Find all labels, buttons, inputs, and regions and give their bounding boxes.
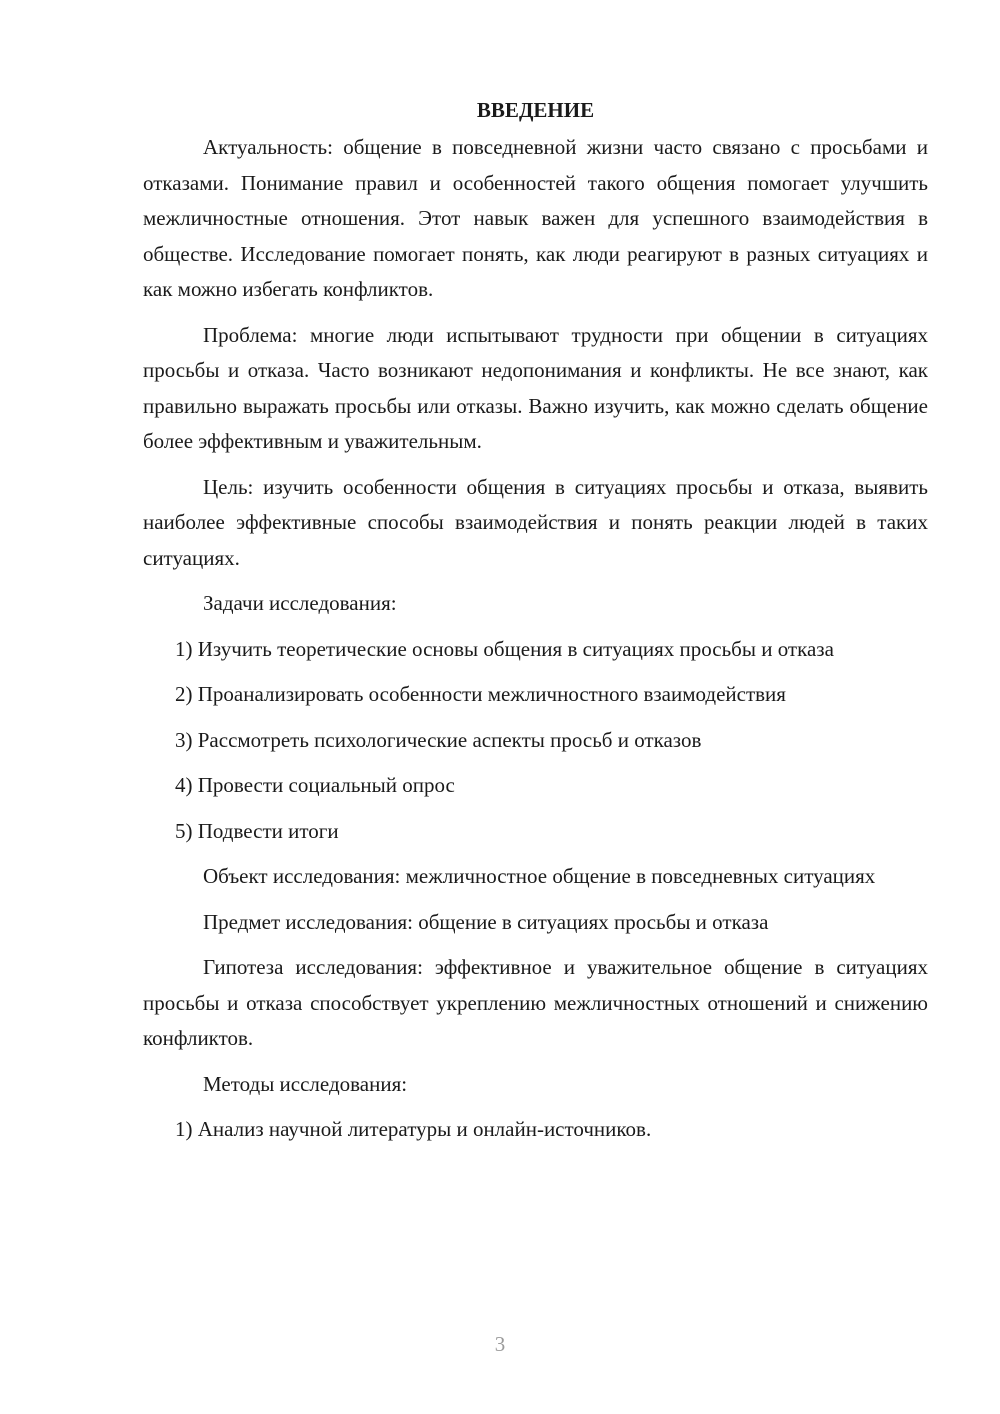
- object-paragraph: Объект исследования: межличностное общение в повседневных ситуациях: [203, 864, 876, 888]
- subject-paragraph: Предмет исследования: общение в ситуациях просьбы и отказа: [203, 909, 769, 934]
- task-item-1: 1) Изучить теоретические основы общения в ситуациях просьбы и отказа: [175, 636, 834, 661]
- task-item-5: 5) Подвести итоги: [175, 818, 339, 843]
- method-item-1: 1) Анализ научной литературы и онлайн-источников.: [175, 1117, 652, 1141]
- page-title: ВВЕДЕНИЕ: [476, 98, 595, 122]
- task-item-3: 3) Рассмотреть психологические аспекты просьб и отказов: [175, 727, 702, 752]
- document-page: [143, 93, 928, 1158]
- task-item-4: 4) Провести социальный опрос: [175, 773, 455, 797]
- goal-paragraph: Цель: изучить особенности общения в ситуациях просьбы и отказа, выявить наиболее эффективные способы взаимодействия и понять реакции людей в таких ситуациях.: [143, 474, 928, 570]
- task-item-2: 2) Проанализировать особенности межличностного взаимодействия: [175, 682, 786, 706]
- relevance-paragraph: Актуальность: общение в повседневной жизни часто связано с просьбами и отказами. Понимание правил и особенностей такого общения помогает улучшить межличностные отношения. Этот навык важен для успешного взаимодействия в обществе. Исследование помогает понять, как люди реагируют в разных ситуациях и как можно избегать конфликтов.: [143, 135, 928, 301]
- tasks-heading: Задачи исследования:: [203, 591, 397, 615]
- page-number: 3: [494, 1332, 506, 1356]
- hypothesis-paragraph: Гипотеза исследования: эффективное и уважительное общение в ситуациях просьбы и отказа способствует укреплению межличностных отношений и снижению конфликтов.: [143, 955, 928, 1050]
- methods-heading: Методы исследования:: [203, 1071, 408, 1096]
- problem-paragraph: Проблема: многие люди испытывают трудности при общении в ситуациях просьбы и отказа. Часто возникают недопонимания и конфликты. Не все знают, как правильно выражать просьбы или отказы. Важно изучить, как можно сделать общение более эффективным и уважительным.: [143, 322, 928, 453]
